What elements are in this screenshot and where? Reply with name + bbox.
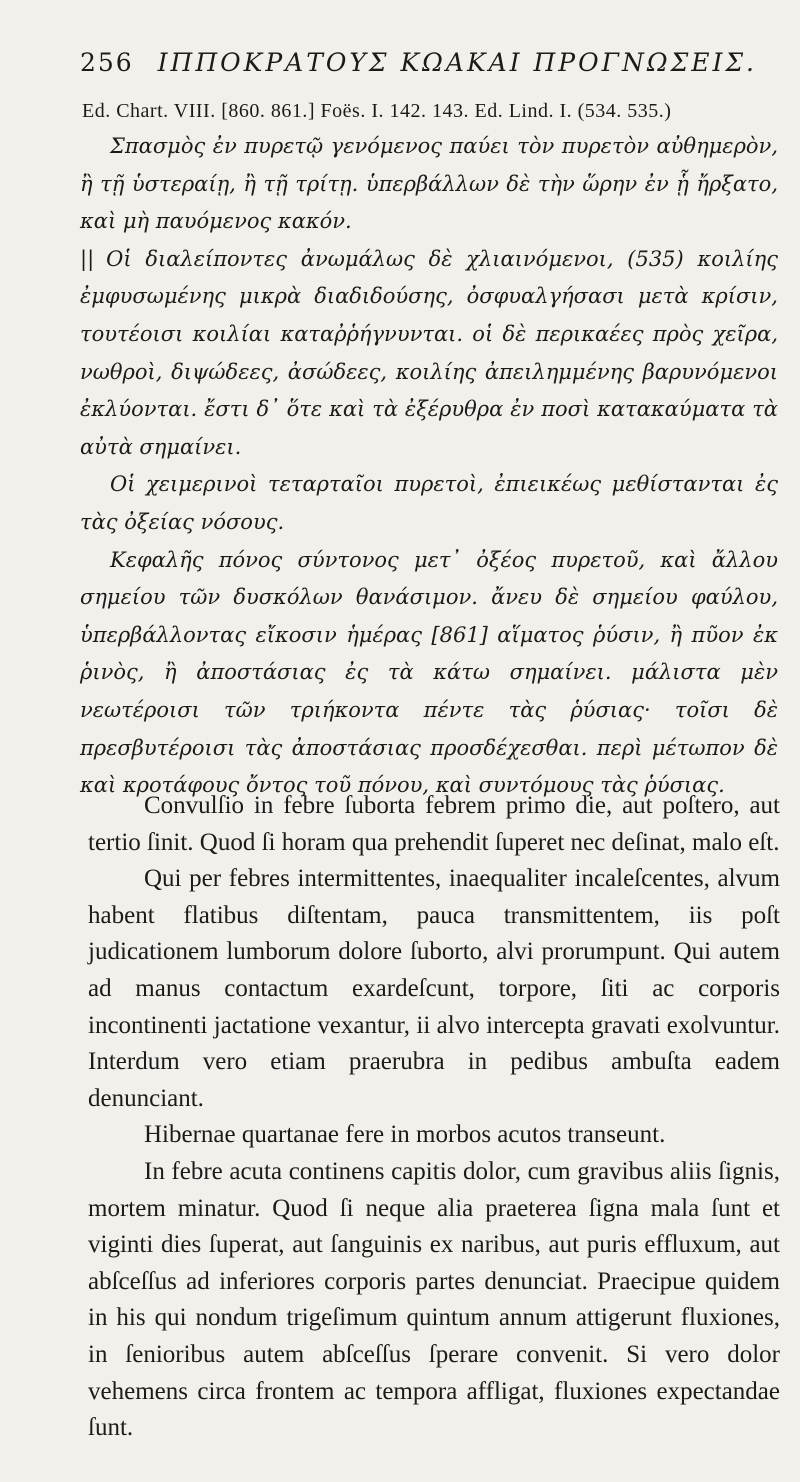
latin-paragraph: Hibernae quartanae fere in morbos acutos transeunt.	[144, 1121, 666, 1149]
latin-paragraph: In febre acuta continens capitis dolor, cum gravibus aliis ſignis, mortem minatur. Quod ſi neque alia praeterea ſigna mala ſunt et viginti dies ſuperat, aut ſanguinis ex naribus, aut puris effluxum, aut abſceſſus ad inferiores corporis partes denunciat. Praecipue quidem in his qui nondum trigeſimum quintum annum attigerunt fluxiones, in ſenioribus autem abſceſſus ſperare convenit. Si vero dolor vehemens circa frontem ac tempora affligat, fluxiones expectandae ſunt.	[88, 1157, 780, 1442]
latin-paragraph: Qui per febres intermittentes, inaequaliter incaleſcentes, alvum habent flatibus diſtentam, pauca transmittentem, iis poſt judicationem lumborum dolore ſuborto, alvi prorumpunt. Qui autem ad manus contactum exardeſcunt, torpore, ſiti ac corporis incontinenti jactatione vexantur, ii alvo intercepta gravati exolvuntur. Interdum vero etiam praerubra in pedibus ambuſta eadem denunciant.	[88, 865, 780, 1112]
running-title: ΙΠΠΟΚΡΑΤΟΥΣ ΚΩΑΚΑΙ ΠΡΟΓΝΩΣΕΙΣ.	[157, 48, 757, 77]
running-head	[80, 48, 770, 77]
greek-paragraph	[80, 241, 778, 467]
greek-paragraph: Σπασμὸς ἐν πυρετῷ γενόμενος παύει τὸν πυρετὸν αὐθημερὸν, ἢ τῇ ὑστεραίῃ, ἢ τῇ τρίτῃ. ὑπερβάλλων δὲ τὴν ὥρην ἐν ᾗ ἤρξατο, καὶ μὴ παυόμενος κακόν.	[80, 134, 778, 234]
latin-text-block	[88, 788, 780, 1447]
latin-paragraph: Convulſio in febre ſuborta febrem primo die, aut poſtero, aut tertio ſinit. Quod ſi horam qua prehendit ſuperet nec deſinat, malo eſt.	[88, 792, 780, 856]
greek-paragraph-text: Οἱ διαλείποντες ἀνωμάλως δὲ χλιαινόμενοι, (535) κοιλίης ἐμφυσωμένης μικρὰ διαδιδούσης, ὀσφυαλγήσασι μετὰ κρίσιν, τουτέοισι κοιλίαι καταῤῥήγνυνται. οἱ δὲ περικαέες πρὸς χεῖρα, νωθροὶ, διψώδεες, ἀσώδεες, κοιλίης ἀπειλημμένης βαρυνόμενοι ἐκλύονται. ἔστι δ᾽ ὅτε καὶ τὰ ἐξέρυθρα ἐν ποσὶ κατακαύματα τὰ αὐτὰ σημαίνει.	[80, 246, 778, 459]
page-number: 256	[80, 48, 134, 77]
greek-paragraph: Κεφαλῆς πόνος σύντονος μετ᾽ ὀξέος πυρετοῦ, καὶ ἄλλου σημείου τῶν δυσκόλων θανάσιμον. ἄνευ δὲ σημείου φαύλου, ὑπερβάλλοντας εἴκοσιν ἡμέρας [861] αἵματος ῥύσιν, ἢ πῦον ἐκ ῥινὸς, ἢ ἀποστάσιας ἐς τὰ κάτω σημαίνει. μάλιστα μὲν νεωτέροισι τῶν τριήκοντα πέντε τὰς ῥύσιας· τοῖσι δὲ πρεσβυτέροισι τὰς ἀποστάσιας προσδέχεσθαι. περὶ μέτωπον δὲ καὶ κροτάφους ὄντος τοῦ πόνου, καὶ συντόμους τὰς ῥύσιας.	[80, 547, 778, 798]
section-marker: ||	[80, 246, 95, 271]
greek-paragraph: Οἱ χειμερινοὶ τεταρταῖοι πυρετοὶ, ἐπιεικέως μεθίστανται ἐς τὰς ὀξείας νόσους.	[80, 472, 778, 534]
edition-references: Ed. Chart. VIII. [860. 861.] Foës. I. 142. 143. Ed. Lind. I. (534. 535.)	[82, 100, 672, 122]
greek-text-block	[80, 128, 778, 805]
